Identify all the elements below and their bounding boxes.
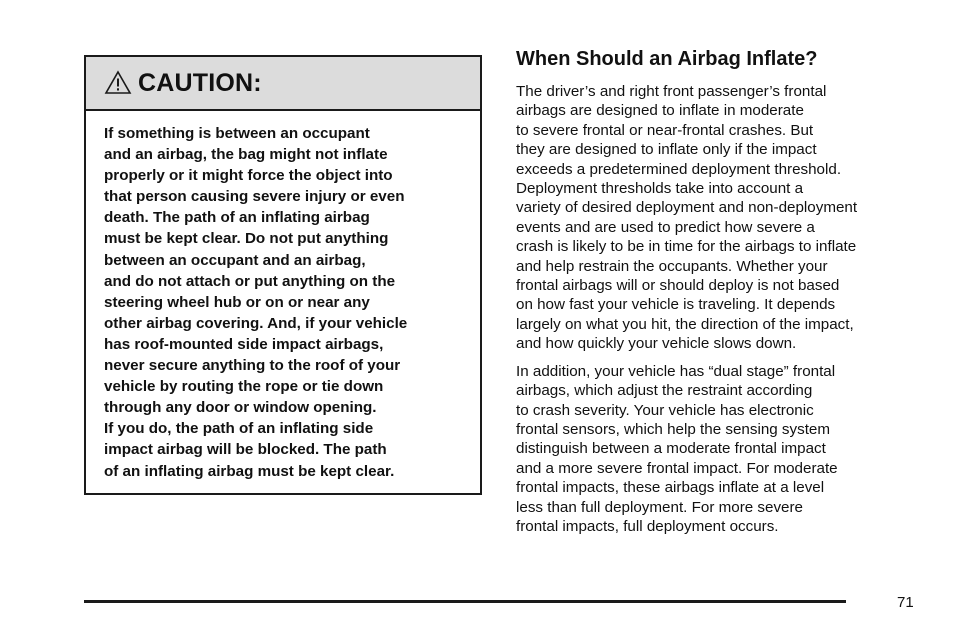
caution-line: between an occupant and an airbag, <box>104 251 366 269</box>
paragraph-2 <box>516 362 926 537</box>
text-line: largely on what you hit, the direction of the impact, <box>516 315 854 333</box>
caution-line: through any door or window opening. <box>104 399 377 417</box>
text-line: In addition, your vehicle has “dual stage” frontal <box>516 362 836 380</box>
caution-line: of an inflating airbag must be kept clear. <box>104 462 395 480</box>
text-line: exceeds a predetermined deployment threshold. <box>516 160 842 178</box>
text-line: Deployment thresholds take into account a <box>516 180 804 198</box>
text-line: to severe frontal or near-frontal crashes. But <box>516 121 814 139</box>
caution-line: vehicle by routing the rope or tie down <box>104 378 384 396</box>
caution-line: that person causing severe injury or even <box>104 188 405 206</box>
text-line: less than full deployment. For more severe <box>516 498 804 516</box>
text-line: airbags are designed to inflate in moderate <box>516 102 804 120</box>
caution-line: steering wheel hub or on or near any <box>104 293 370 311</box>
text-line: and a more severe frontal impact. For moderate <box>516 459 838 477</box>
footer-rule <box>84 600 846 603</box>
text-line: frontal impacts, these airbags inflate at a level <box>516 479 825 497</box>
caution-box <box>84 55 482 495</box>
text-line: The driver’s and right front passenger’s frontal <box>516 83 827 100</box>
caution-line: properly or it might force the object into <box>104 167 393 185</box>
section-heading: When Should an Airbag Inflate? <box>516 48 818 70</box>
paragraph-1 <box>516 82 926 354</box>
text-line: and help restrain the occupants. Whether your <box>516 257 828 275</box>
text-line: variety of desired deployment and non-deployment <box>516 199 858 217</box>
caution-line: other airbag covering. And, if your vehicle <box>104 314 408 332</box>
text-line: on how fast your vehicle is traveling. It depends <box>516 296 836 314</box>
caution-line: If something is between an occupant <box>104 125 370 142</box>
caution-line: and do not attach or put anything on the <box>104 272 396 290</box>
text-line: crash is likely to be in time for the airbags to inflate <box>516 238 857 256</box>
caution-line: impact airbag will be blocked. The path <box>104 441 387 459</box>
text-line: frontal airbags will or should deploy is not based <box>516 277 840 295</box>
caution-line: and an airbag, the bag might not inflate <box>104 146 388 164</box>
page-number: 71 <box>897 594 914 611</box>
caution-line: death. The path of an inflating airbag <box>104 209 370 227</box>
caution-line: If you do, the path of an inflating side <box>104 420 374 438</box>
caution-line: never secure anything to the roof of your <box>104 357 401 375</box>
text-line: airbags, which adjust the restraint according <box>516 382 813 400</box>
text-line: distinguish between a moderate frontal impact <box>516 440 826 458</box>
text-line: frontal sensors, which help the sensing system <box>516 420 831 438</box>
text-line: events and are used to predict how severe a <box>516 218 815 236</box>
warning-triangle-icon <box>104 70 132 96</box>
caution-line: has roof-mounted side impact airbags, <box>104 335 384 353</box>
text-line: they are designed to inflate only if the impact <box>516 141 817 159</box>
caution-line: must be kept clear. Do not put anything <box>104 230 389 248</box>
text-line: frontal impacts, full deployment occurs. <box>516 517 779 535</box>
caution-title: CAUTION: <box>138 68 262 97</box>
airbag-inflate-section <box>516 46 926 536</box>
text-line: to crash severity. Your vehicle has electronic <box>516 401 814 419</box>
caution-header <box>86 57 480 111</box>
text-line: and how quickly your vehicle slows down. <box>516 335 797 353</box>
caution-text <box>86 111 480 482</box>
